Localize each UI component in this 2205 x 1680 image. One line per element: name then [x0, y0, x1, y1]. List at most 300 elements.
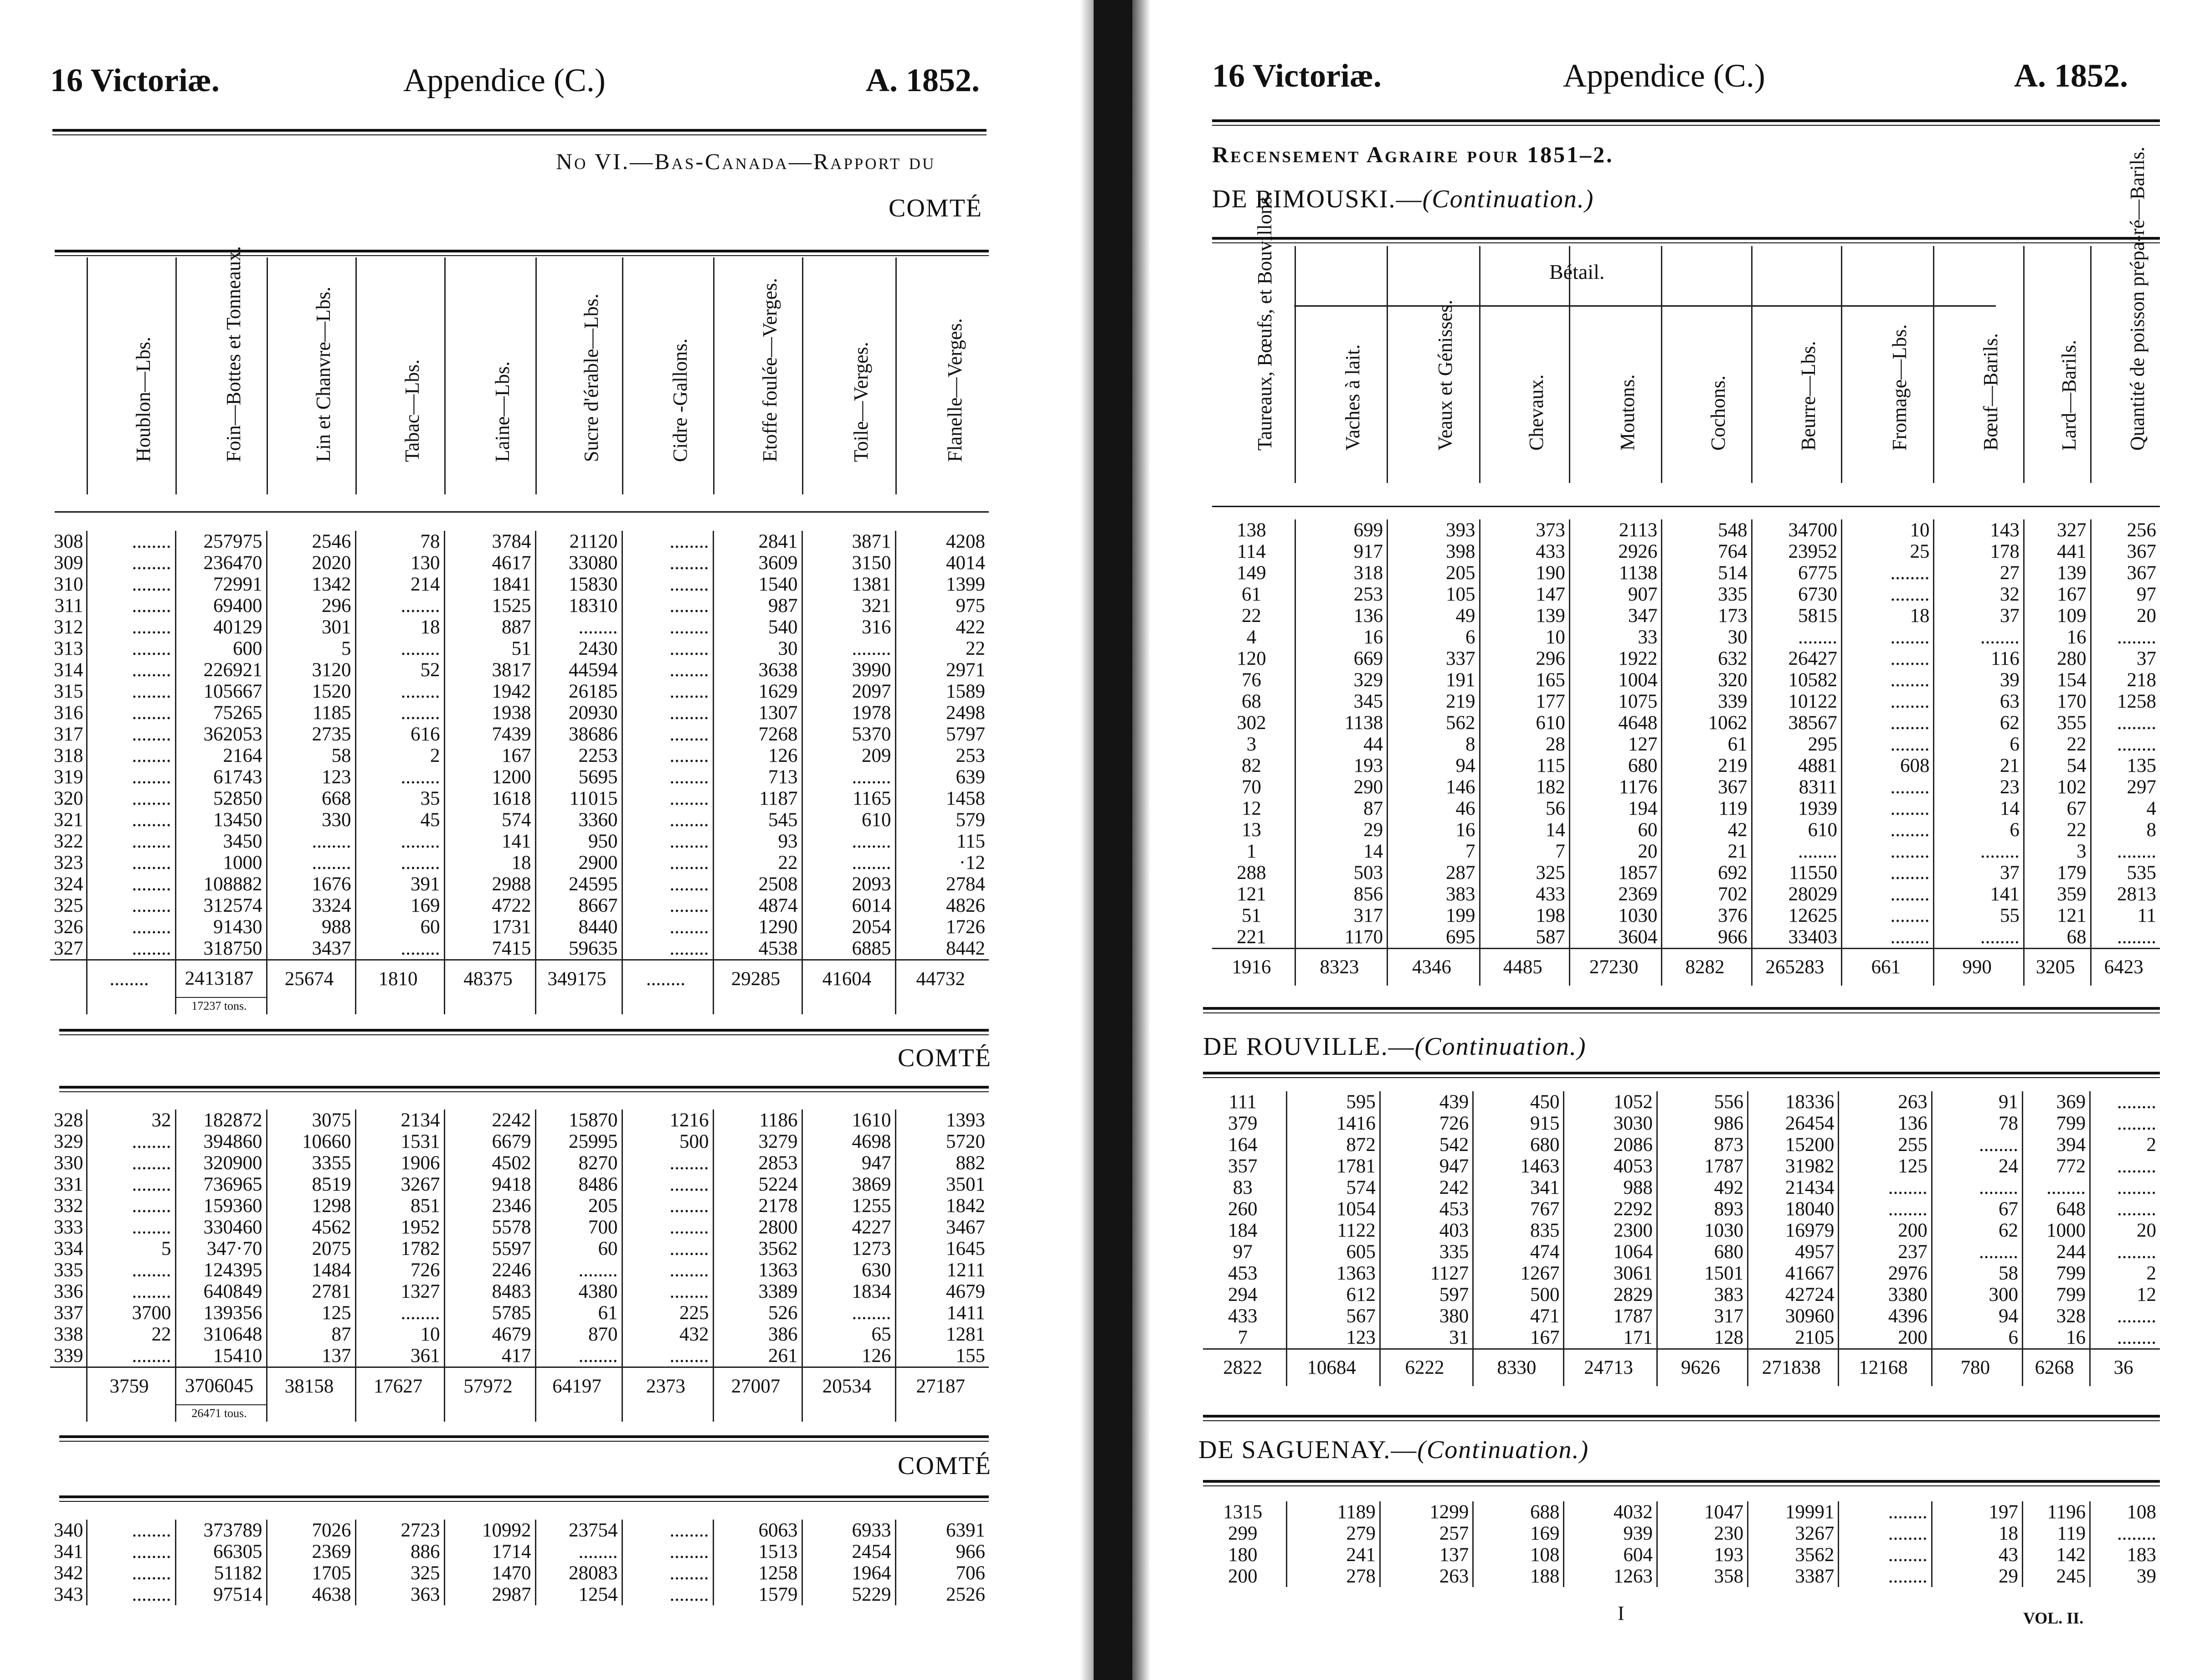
left-t1-cell: 326 [54, 916, 83, 938]
left-t2-cell: 139356 [175, 1302, 267, 1324]
tons-spacer [87, 997, 175, 1014]
right-t3-cell: 1263 [1564, 1566, 1657, 1587]
right-t1-cell: 1030 [1569, 905, 1661, 926]
left-t2-cell: ........ [87, 1217, 175, 1238]
right-t1-cell: 94 [1388, 755, 1480, 776]
left-t1-cell: ........ [87, 788, 175, 809]
left-t2-cell: 32 [87, 1110, 175, 1131]
right-t1-cell: 120 [1237, 648, 1266, 669]
right-t1-total-cell: 990 [1934, 949, 2024, 986]
left-t1-cell: 61743 [175, 766, 267, 788]
right-t3-cell: 180 [1228, 1544, 1258, 1566]
right-t1-cell: 339 [1662, 691, 1752, 712]
left-t1-cell: 214 [355, 574, 444, 595]
header-bottom-rule [55, 511, 989, 513]
left-header-col-label: Foin—Bottes et Tonneaux. [222, 246, 245, 462]
table-row [1212, 691, 2160, 712]
right-t2-cell: 58 [1932, 1263, 2022, 1284]
left-t1-cell: 78 [355, 531, 444, 552]
left-t1-cell: 126 [713, 745, 802, 766]
right-t1-cell: 165 [1480, 669, 1569, 691]
right-t2-cell: 255 [1839, 1134, 1932, 1156]
left-t2-cell: ........ [87, 1259, 175, 1281]
table-row [50, 552, 989, 574]
left-t1-cell: 123 [267, 766, 355, 788]
right-t2-cell: 242 [1380, 1177, 1473, 1198]
left-t1-cell: 313 [54, 638, 83, 659]
left-t2-cell: ........ [355, 1302, 444, 1324]
right-t2-cell: 171 [1564, 1327, 1657, 1349]
left-t1-cell: 2 [355, 745, 444, 766]
right-t3-cell: 1189 [1287, 1501, 1380, 1523]
header-rule-r [1212, 119, 2160, 126]
left-t1-cell: 69400 [175, 595, 267, 617]
right-header-col-label: Taureaux, Bœufs, et Bouvillons. [1254, 191, 1276, 451]
right-t2-cell: 988 [1564, 1177, 1657, 1198]
left-t2-cell: ........ [87, 1152, 175, 1174]
left-t1-cell: 309 [54, 552, 83, 574]
left-header-col-label: Toile—Verges. [850, 342, 872, 462]
right-t1-cell: 1939 [1752, 798, 1841, 819]
left-t1-cell: 6885 [802, 938, 895, 960]
right-t1-cell: 26427 [1752, 648, 1841, 669]
left-t2-cell: 3501 [895, 1174, 989, 1195]
right-t1-cell: 221 [1237, 926, 1266, 948]
table-row [50, 702, 989, 724]
right-t1-cell: 147 [1480, 584, 1569, 605]
left-t1-cell: 2508 [713, 873, 802, 895]
right-header-col-10 [2091, 146, 2160, 483]
left-t3-cell: ........ [87, 1584, 175, 1605]
right-t1-cell: 2369 [1569, 884, 1661, 905]
right-t1-cell: 355 [2024, 712, 2091, 734]
right-t1-cell: 76 [1241, 669, 1261, 691]
right-t1-total-cell: 4485 [1480, 949, 1569, 986]
right-t1-cell: 29 [1295, 819, 1387, 841]
right-t2-cell: ........ [1932, 1241, 2022, 1263]
left-t3-cell: 340 [54, 1520, 83, 1541]
right-t1-cell: ........ [1934, 627, 2024, 648]
table-row [50, 1345, 989, 1367]
left-t2-cell: 3075 [267, 1110, 355, 1131]
left-t1-cell: 18 [355, 617, 444, 638]
left-t1-cell: 7268 [713, 724, 802, 745]
left-t1-cell: 5797 [895, 724, 989, 745]
right-t2-cell: 97 [1233, 1241, 1253, 1263]
right-t1-cell: 146 [1388, 776, 1480, 798]
right-t1-total-cell: 1916 [1212, 949, 1295, 986]
left-t2-cell: 155 [895, 1345, 989, 1367]
right-t2-cell: 474 [1473, 1241, 1564, 1263]
right-t2-cell: 16 [2023, 1327, 2090, 1349]
tons-spacer [535, 997, 622, 1014]
right-header-col-label: Beurre—Lbs. [1797, 341, 1820, 451]
left-t1-cell: 3120 [267, 659, 355, 681]
left-t3-cell: 1579 [713, 1584, 802, 1605]
left-t1-cell: 320 [54, 788, 83, 809]
right-t1-cell: 295 [1752, 734, 1841, 755]
tons-spacer [802, 997, 895, 1014]
right-t1-cell: 193 [1295, 755, 1387, 776]
left-t2-cell: 65 [802, 1324, 895, 1345]
left-t2-cell: 394860 [175, 1131, 267, 1152]
left-t1-cell: ........ [622, 681, 713, 702]
right-t2-cell: 595 [1287, 1091, 1380, 1113]
left-t2-cell: 15410 [175, 1345, 267, 1367]
right-t1-cell: 135 [2091, 755, 2160, 776]
right-header-col-8 [1934, 246, 2024, 483]
table-row [50, 938, 989, 960]
right-t2-cell: 31982 [1748, 1156, 1839, 1177]
left-t2-cell: 3355 [267, 1152, 355, 1174]
left-t2-cell: 339 [54, 1345, 83, 1367]
right-t3-cell: 263 [1380, 1566, 1473, 1587]
left-t1-cell: 987 [713, 595, 802, 617]
left-t1-total-cell: 48375 [444, 960, 535, 998]
left-t1-cell: ........ [87, 681, 175, 702]
section-rimouski-name: DE RIMOUSKI.— [1212, 185, 1423, 213]
right-t2-cell: 123 [1287, 1327, 1380, 1349]
left-t3-cell: 373789 [175, 1520, 267, 1541]
left-t1-cell: ........ [355, 681, 444, 702]
header-left-r: 16 Victoriæ. [1212, 57, 1382, 94]
right-t1-cell: 608 [1842, 755, 1934, 776]
left-t2-cell: ........ [622, 1238, 713, 1259]
table-row [50, 788, 989, 809]
table-row [1203, 1263, 2160, 1284]
left-t1-cell: ........ [802, 852, 895, 873]
right-t1-cell: 55 [1934, 905, 2024, 926]
right-t3-cell: 43 [1932, 1544, 2022, 1566]
left-t2-cell: 1484 [267, 1259, 355, 1281]
right-t1-cell: 33403 [1752, 926, 1841, 949]
left-t1-cell: ........ [622, 724, 713, 745]
left-t2-cell: 61 [535, 1302, 622, 1324]
left-t1-cell: 72991 [175, 574, 267, 595]
left-t2-cell: 330 [54, 1152, 83, 1174]
left-t1-cell: 7415 [444, 938, 535, 960]
right-t1-cell: 587 [1480, 926, 1569, 949]
right-t1-cell: 6 [1934, 734, 2024, 755]
right-t3-cell: 278 [1287, 1566, 1380, 1587]
table-row [1212, 541, 2160, 562]
right-t1-cell: 856 [1295, 884, 1387, 905]
left-t3-cell: 6391 [895, 1520, 989, 1541]
left-header-col-label: Etoffe foulée—Verges. [759, 277, 781, 462]
left-t2-cell: 2134 [355, 1110, 444, 1131]
header-right-r: A. 1852. [2014, 57, 2128, 94]
left-t1-cell: 75265 [175, 702, 267, 724]
right-t1-total-cell: 265283 [1752, 949, 1841, 986]
left-t2-cell: 3389 [713, 1281, 802, 1302]
right-t2-cell: ........ [2090, 1327, 2160, 1349]
table-row [1212, 648, 2160, 669]
total-row [1203, 1349, 2160, 1387]
right-t1-cell: ........ [1842, 905, 1934, 926]
right-t1-cell: 37 [1934, 605, 2024, 627]
left-t1-total-cell: 1810 [355, 960, 444, 998]
right-t3-cell: 279 [1287, 1523, 1380, 1544]
left-t1-cell: ........ [267, 831, 355, 852]
left-t1-cell: 4014 [895, 552, 989, 574]
left-t1-cell: 4617 [444, 552, 535, 574]
right-t2-cell: 125 [1839, 1156, 1932, 1177]
table-row [50, 595, 989, 617]
right-t2-cell: 83 [1233, 1177, 1253, 1198]
right-t1-cell: 179 [2024, 862, 2091, 884]
left-t2-cell: 2781 [267, 1281, 355, 1302]
left-t3-cell: ........ [622, 1562, 713, 1584]
right-t2-cell: 26454 [1748, 1113, 1839, 1134]
left-t1-cell: ........ [87, 659, 175, 681]
left-t1-cell: ........ [802, 831, 895, 852]
table-row [1203, 1177, 2160, 1198]
left-t2-cell: 1298 [267, 1195, 355, 1217]
right-t2-cell: 947 [1380, 1156, 1473, 1177]
section-rule-r4 [1203, 1480, 2160, 1486]
left-t2-cell: 10 [355, 1324, 444, 1345]
right-t2-cell: ........ [1932, 1134, 2022, 1156]
header-right: A. 1852. [866, 62, 980, 98]
left-t2-cell: 5720 [895, 1131, 989, 1152]
left-t1-cell: 545 [713, 809, 802, 831]
left-t2-cell: 334 [54, 1238, 83, 1259]
tons-spacer [895, 1405, 989, 1422]
table-row [50, 895, 989, 916]
left-t2-cell: 5 [87, 1238, 175, 1259]
left-t1-cell: 20930 [535, 702, 622, 724]
right-t2-cell: 915 [1473, 1113, 1564, 1134]
right-t3-cell: 241 [1287, 1544, 1380, 1566]
right-t1-cell: 14 [1480, 819, 1569, 841]
left-t1-cell: 610 [802, 809, 895, 831]
left-t1-cell: ........ [622, 617, 713, 638]
census-caption: Recensement Agraire pour 1851–2. [1212, 142, 1614, 167]
right-t1-cell: 4 [2091, 798, 2160, 819]
section-rule-3 [59, 1435, 989, 1442]
right-t1-cell: 68 [2024, 926, 2091, 949]
right-t2-cell: 1787 [1657, 1156, 1748, 1177]
left-t1-cell: ........ [87, 702, 175, 724]
right-t1-cell: ........ [1842, 819, 1934, 841]
left-t3-cell: 5229 [802, 1584, 895, 1605]
left-t1-cell: 2900 [535, 852, 622, 873]
right-t1-cell: 441 [2024, 541, 2091, 562]
tons-spacer [267, 1405, 355, 1422]
right-t1-cell: 2926 [1569, 541, 1661, 562]
left-t1-cell: 323 [54, 852, 83, 873]
left-t2-cell: 205 [535, 1195, 622, 1217]
right-t2-cell: 263 [1839, 1091, 1932, 1113]
table-row [50, 724, 989, 745]
table-row [50, 809, 989, 831]
right-t1-cell: 46 [1388, 798, 1480, 819]
right-t2-cell: 184 [1228, 1220, 1258, 1241]
right-t2-cell: 42724 [1748, 1284, 1839, 1305]
right-t3-cell: 142 [2023, 1544, 2090, 1566]
table-row [1203, 1198, 2160, 1220]
left-t1-cell: 33080 [535, 552, 622, 574]
left-t1-cell: 35 [355, 788, 444, 809]
left-header-col-3 [356, 257, 445, 494]
left-t3-cell: ........ [622, 1520, 713, 1541]
right-header-col-label: Bœuf—Barils. [1979, 333, 2002, 451]
left-t3-cell: 66305 [175, 1541, 267, 1562]
table-row [50, 916, 989, 938]
right-t1-cell: 11 [2091, 905, 2160, 926]
right-t2-cell: 799 [2023, 1113, 2090, 1134]
left-t1-cell: 3817 [444, 659, 535, 681]
left-t2-cell: 947 [802, 1152, 895, 1174]
right-t3-cell: 3387 [1748, 1566, 1839, 1587]
left-t1-cell: ........ [355, 766, 444, 788]
group-label-betail: Bétail. [1549, 260, 1605, 283]
right-t1-cell: 6 [1388, 627, 1480, 648]
left-t1-total-cell: 25674 [267, 960, 355, 998]
left-t1-cell: ........ [622, 916, 713, 938]
right-t2-cell: 300 [1932, 1284, 2022, 1305]
right-t3-cell: ........ [1839, 1544, 1932, 1566]
left-t3-cell: 886 [355, 1541, 444, 1562]
right-t1-cell: 253 [1295, 584, 1387, 605]
left-t1-cell: ........ [87, 745, 175, 766]
left-t1-cell: ........ [355, 831, 444, 852]
left-t1-cell: 1185 [267, 702, 355, 724]
left-t1-cell: 2430 [535, 638, 622, 659]
left-t1-cell: ........ [622, 595, 713, 617]
left-t1-cell: 2093 [802, 873, 895, 895]
right-t2-cell: 41667 [1748, 1263, 1839, 1284]
right-t1-cell: 10582 [1752, 669, 1841, 691]
left-t2-cell: 25995 [535, 1131, 622, 1152]
left-t1-cell: ........ [535, 617, 622, 638]
right-t1-cell: 6730 [1752, 584, 1841, 605]
right-t2-total-cell: 12168 [1839, 1349, 1932, 1387]
right-t2-cell: 317 [1657, 1305, 1748, 1327]
right-t1-cell: 149 [1237, 562, 1266, 584]
right-t1-cell: 62 [1934, 712, 2024, 734]
left-t1-cell: ........ [622, 938, 713, 960]
right-t2-cell: 597 [1380, 1284, 1473, 1305]
left-t2-cell: 1327 [355, 1281, 444, 1302]
right-t3-cell: 230 [1657, 1523, 1748, 1544]
right-t1-cell: ........ [1842, 798, 1934, 819]
tons-spacer [535, 1405, 622, 1422]
left-t2-cell: 526 [713, 1302, 802, 1324]
left-header-col-label: Cidre -Gallons. [668, 338, 691, 462]
left-table-2 [50, 1110, 989, 1422]
right-t1-cell: 297 [2091, 776, 2160, 798]
right-t1-cell: 14 [1934, 798, 2024, 819]
table-row [50, 831, 989, 852]
left-t3-cell: 1705 [267, 1562, 355, 1584]
left-t1-cell: 318 [54, 745, 83, 766]
right-t2-cell: 772 [2023, 1156, 2090, 1177]
right-t3-cell: 3562 [1748, 1544, 1839, 1566]
left-t1-cell: ........ [87, 809, 175, 831]
right-t3-cell: 137 [1380, 1544, 1473, 1566]
right-t2-cell: ........ [2090, 1305, 2160, 1327]
left-t1-cell: ........ [622, 552, 713, 574]
right-t1-cell: 121 [2024, 905, 2091, 926]
right-t2-cell: 1000 [2023, 1220, 2090, 1241]
right-t1-cell: ........ [1752, 841, 1841, 862]
right-t1-cell: 178 [1934, 541, 2024, 562]
left-t1-cell: 130 [355, 552, 444, 574]
left-t1-cell: 18310 [535, 595, 622, 617]
right-t3-cell: 4032 [1564, 1501, 1657, 1523]
right-t1-cell: 173 [1662, 605, 1752, 627]
right-t1-cell: 367 [2091, 562, 2160, 584]
table-row [1212, 905, 2160, 926]
left-t1-cell: ........ [622, 831, 713, 852]
right-t1-cell: 37 [1934, 862, 2024, 884]
left-t1-cell: 226921 [175, 659, 267, 681]
right-header-col-label: Vaches à lait. [1342, 344, 1364, 451]
right-t2-cell: ........ [2090, 1177, 2160, 1198]
table-row [1212, 584, 2160, 605]
table-row [50, 1584, 989, 1605]
table-row [50, 1562, 989, 1584]
left-t1-cell: 51 [444, 638, 535, 659]
right-t3-cell: 108 [1473, 1544, 1564, 1566]
right-t1-cell: 18 [1842, 605, 1934, 627]
table-row [1203, 1284, 2160, 1305]
right-t1-cell: 37 [2091, 648, 2160, 669]
right-t2-cell: 18336 [1748, 1091, 1839, 1113]
left-t1-cell: ........ [87, 831, 175, 852]
right-t2-cell: 20 [2090, 1220, 2160, 1241]
left-t1-cell: 1458 [895, 788, 989, 809]
left-t1-cell: ........ [87, 574, 175, 595]
right-t1-cell: 16 [1295, 627, 1387, 648]
left-t1-cell: 115 [895, 831, 989, 852]
right-t1-cell: 1258 [2091, 691, 2160, 712]
right-t2-cell: 328 [2023, 1305, 2090, 1327]
table-row [50, 766, 989, 788]
left-t2-cell: 182872 [175, 1110, 267, 1131]
table-row [50, 1152, 989, 1174]
right-t1-cell: 699 [1295, 519, 1387, 541]
left-t1-cell: 2988 [444, 873, 535, 895]
table-row [50, 1195, 989, 1217]
table-row [1212, 734, 2160, 755]
left-t2-cell: 2800 [713, 1217, 802, 1238]
right-t2-cell: 2086 [1564, 1134, 1657, 1156]
left-t1-cell: 1978 [802, 702, 895, 724]
table-row [50, 1520, 989, 1541]
left-t2-cell: 329 [54, 1131, 83, 1152]
right-t1-cell: 433 [1480, 541, 1569, 562]
left-t2-cell: 1782 [355, 1238, 444, 1259]
right-table-2 [1203, 1091, 2160, 1386]
left-t2-cell: ........ [622, 1152, 713, 1174]
left-t1-cell: 316 [802, 617, 895, 638]
table-row [1203, 1241, 2160, 1263]
left-t2-cell: ........ [622, 1259, 713, 1281]
table-row [50, 1131, 989, 1152]
right-t1-cell: ........ [1842, 584, 1934, 605]
left-t1-total-cell: ........ [622, 960, 713, 998]
left-t2-cell: 417 [444, 1345, 535, 1367]
left-t1-cell: ........ [87, 766, 175, 788]
tons-spacer [50, 997, 87, 1014]
left-t3-cell: ........ [87, 1520, 175, 1541]
left-t1-cell: ........ [622, 788, 713, 809]
section-rule-r2 [1203, 1072, 2160, 1078]
right-t1-cell: ........ [1842, 734, 1934, 755]
right-t2-cell: 3061 [1564, 1263, 1657, 1284]
